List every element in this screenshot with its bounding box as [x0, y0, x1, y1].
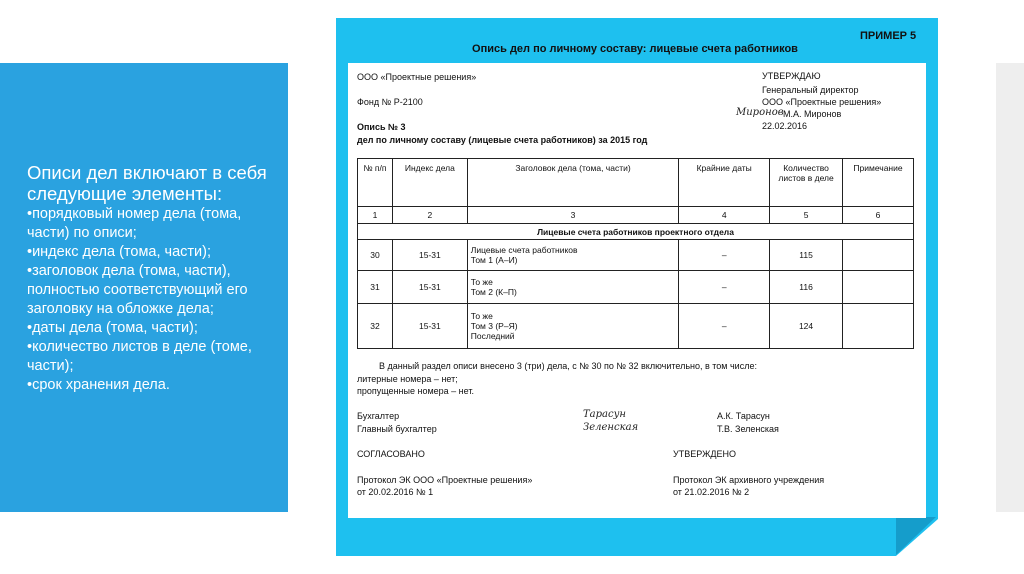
title-line: Последний [470, 331, 515, 341]
signature-image: Тарасун [583, 409, 626, 420]
column-number: 5 [770, 207, 843, 224]
document-title: Опись дел по личному составу: лицевые счета работников [472, 43, 798, 55]
section-title: Лицевые счета работников проектного отдела [358, 224, 914, 240]
approve-org: ООО «Проектные решения» [762, 97, 882, 107]
header-cell: Заголовок дела (тома, части) [467, 159, 678, 207]
approve-position: Генеральный директор [762, 85, 859, 95]
column-number-row [358, 207, 914, 224]
agreed-line: Протокол ЭК ООО «Проектные решения» [357, 475, 533, 485]
slide-text [27, 162, 277, 395]
slide-item: •заголовок дела (тома, части), полностью соответствующий его заголовку на обложке дела; [27, 263, 248, 317]
summary-line: В данный раздел описи внесено 3 (три) дела, с № 30 по № 32 включительно, в том числе: [379, 361, 757, 371]
approved-label: УТВЕРЖДЕНО [673, 449, 737, 459]
header-cell: № п/п [358, 159, 393, 207]
section-row [358, 224, 914, 240]
cell-index: 15-31 [392, 271, 467, 304]
slide-item: •порядковый номер дела (тома, части) по описи; [27, 206, 242, 241]
signature-name: А.К. Тарасун [717, 411, 770, 421]
cell-no: 32 [358, 304, 393, 349]
cell-dates: – [679, 271, 770, 304]
cell-sheets: 124 [770, 304, 843, 349]
signature-name: Т.В. Зеленская [717, 424, 779, 434]
approve-signature: Миронов [736, 107, 784, 118]
column-number: 6 [843, 207, 914, 224]
cell-note [843, 304, 914, 349]
right-decoration [996, 63, 1024, 512]
table-row [358, 304, 914, 349]
approve-name: М.А. Миронов [783, 109, 842, 119]
column-number: 3 [467, 207, 678, 224]
column-number: 2 [392, 207, 467, 224]
signature-role: Бухгалтер [357, 411, 400, 421]
title-line: Том 1 (А–И) [470, 255, 518, 265]
cell-index: 15-31 [392, 240, 467, 271]
cell-no: 31 [358, 271, 393, 304]
cell-sheets: 115 [770, 240, 843, 271]
header-cell: Крайние даты [679, 159, 770, 207]
table-row [358, 271, 914, 304]
title-line: Лицевые счета работников [470, 245, 578, 255]
header-cell: Индекс дела [392, 159, 467, 207]
column-number: 4 [679, 207, 770, 224]
approved-line: от 21.02.2016 № 2 [673, 487, 750, 497]
slide-heading: Описи дел включают в себя следующие элементы: [27, 162, 267, 204]
org-name: ООО «Проектные решения» [357, 72, 477, 82]
cell-dates: – [679, 240, 770, 271]
summary-line: пропущенные номера – нет. [357, 386, 474, 396]
header-cell: Примечание [843, 159, 914, 207]
slide-item: •индекс дела (тома, части); [27, 244, 212, 260]
slide-item: •срок хранения дела. [27, 377, 170, 393]
approve-label: УТВЕРЖДАЮ [762, 71, 821, 81]
title-line: Том 3 (Р–Я) [470, 321, 518, 331]
table-header-row [358, 159, 914, 207]
signature-role: Главный бухгалтер [357, 424, 437, 434]
header-cell: Количество листов в деле [770, 159, 843, 207]
inventory-number: Опись № 3 [357, 122, 406, 132]
cell-note [843, 271, 914, 304]
agreed-label: СОГЛАСОВАНО [357, 449, 425, 459]
approved-line: Протокол ЭК архивного учреждения [673, 475, 825, 485]
cell-note [843, 240, 914, 271]
slide-item: •количество листов в деле (томе, части); [27, 339, 252, 374]
inventory-table [357, 158, 914, 349]
cell-no: 30 [358, 240, 393, 271]
fund-number: Фонд № Р-2100 [357, 97, 423, 107]
signature-image: Зеленская [583, 422, 639, 433]
agreed-line: от 20.02.2016 № 1 [357, 487, 434, 497]
summary-line: литерные номера – нет; [357, 374, 458, 384]
cell-title [467, 271, 678, 304]
cell-dates: – [679, 304, 770, 349]
cell-title [467, 240, 678, 271]
title-line: То же [470, 311, 493, 321]
cell-index: 15-31 [392, 304, 467, 349]
inventory-subtitle: дел по личному составу (лицевые счета работников) за 2015 год [357, 135, 648, 145]
approve-date: 22.02.2016 [762, 121, 808, 131]
cell-sheets: 116 [770, 271, 843, 304]
title-line: То же [470, 277, 493, 287]
slide-item: •даты дела (тома, части); [27, 320, 198, 336]
example-label: ПРИМЕР 5 [860, 30, 917, 42]
title-line: Том 2 (К–П) [470, 287, 517, 297]
column-number: 1 [358, 207, 393, 224]
table-row [358, 240, 914, 271]
cell-title [467, 304, 678, 349]
